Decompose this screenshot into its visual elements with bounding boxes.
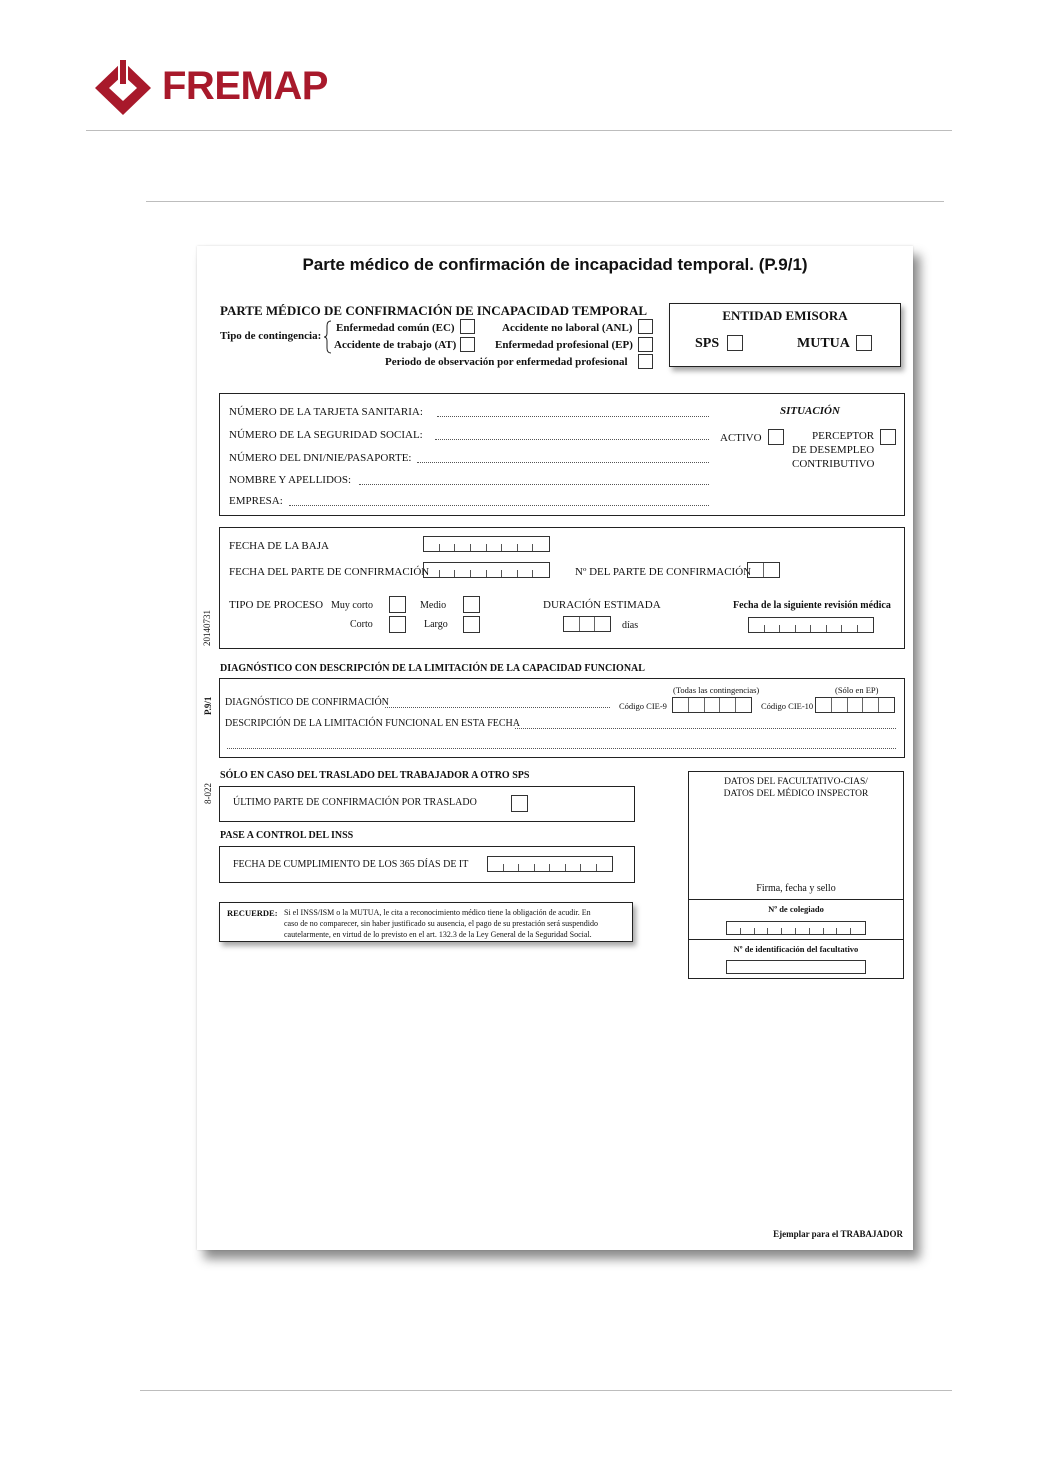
side-code-1: 20140731 bbox=[202, 610, 212, 646]
contingency-ec-label: Enfermedad común (EC) bbox=[336, 322, 455, 334]
limitation-field-2[interactable] bbox=[227, 748, 896, 749]
active-checkbox[interactable] bbox=[768, 429, 784, 445]
contingency-at-checkbox[interactable] bbox=[460, 337, 475, 352]
contingency-anl-checkbox[interactable] bbox=[638, 319, 653, 334]
duration-label: DURACIÓN ESTIMADA bbox=[543, 599, 661, 611]
diagnosis-confirm-field[interactable] bbox=[385, 707, 610, 708]
section-title: PARTE MÉDICO DE CONFIRMACIÓN DE INCAPACIDAD TEMPORAL bbox=[220, 303, 648, 318]
perceptor-label-2: DE DESEMPLEO bbox=[792, 444, 875, 456]
perceptor-label-3: CONTRIBUTIVO bbox=[792, 458, 875, 470]
medio-label: Medio bbox=[420, 600, 447, 611]
medio-checkbox[interactable] bbox=[463, 596, 480, 613]
contingency-ep-label: Enfermedad profesional (EP) bbox=[495, 339, 633, 351]
entity-sps-label: SPS bbox=[695, 336, 720, 351]
inss-date-cells[interactable] bbox=[487, 856, 613, 872]
muy-corto-label: Muy corto bbox=[331, 600, 373, 611]
header-divider bbox=[86, 130, 952, 131]
dni-label: NÚMERO DEL DNI/NIE/PASAPORTE: bbox=[229, 452, 412, 464]
perceptor-checkbox[interactable] bbox=[880, 429, 896, 445]
cie10-cells[interactable] bbox=[815, 697, 895, 713]
reminder-line-2: caso de no comparecer, sin haber justificado su ausencia, el pago de su prestación será suspendido bbox=[284, 919, 599, 928]
cie10-note: (Sólo en EP) bbox=[835, 685, 879, 695]
ss-field[interactable] bbox=[435, 439, 709, 440]
contingency-ep-checkbox[interactable] bbox=[638, 337, 653, 352]
collegiate-label: Nº de colegiado bbox=[768, 904, 824, 914]
duration-cells[interactable] bbox=[563, 616, 611, 632]
collegiate-cells[interactable] bbox=[726, 921, 866, 935]
brand-logo bbox=[92, 58, 154, 118]
transfer-last-label: ÚLTIMO PARTE DE CONFIRMACIÓN POR TRASLADO bbox=[233, 797, 477, 808]
limitation-label: DESCRIPCIÓN DE LA LIMITACIÓN FUNCIONAL EN ESTA FECHA bbox=[225, 718, 520, 729]
inss-date-label: FECHA DE CUMPLIMIENTO DE LOS 365 DÍAS DE IT bbox=[233, 859, 469, 870]
company-field[interactable] bbox=[289, 505, 709, 506]
section-divider bbox=[146, 201, 944, 202]
num-confirm-label: Nº DEL PARTE DE CONFIRMACIÓN bbox=[575, 566, 752, 578]
doctor-title-1: DATOS DEL FACULTATIVO-CIAS/ bbox=[724, 777, 868, 787]
limitation-field[interactable] bbox=[515, 728, 896, 729]
brace-icon bbox=[324, 320, 332, 354]
contingency-label: Tipo de contingencia: bbox=[220, 330, 322, 342]
entity-mutua-label: MUTUA bbox=[797, 336, 850, 351]
active-label: ACTIVO bbox=[720, 432, 762, 444]
card-label: NÚMERO DE LA TARJETA SANITARIA: bbox=[229, 406, 423, 418]
doctor-id-label: Nº de identificación del facultativo bbox=[733, 944, 859, 954]
num-confirm-cells[interactable] bbox=[747, 562, 780, 578]
confirm-date-cells[interactable] bbox=[423, 562, 550, 578]
doctor-id-field[interactable] bbox=[726, 960, 866, 974]
fremap-logo-icon bbox=[92, 58, 154, 118]
reminder-label: RECUERDE: bbox=[227, 908, 278, 918]
perceptor-label-1: PERCEPTOR bbox=[812, 430, 875, 442]
cie9-label: Código CIE-9 bbox=[619, 701, 667, 711]
days-label: días bbox=[622, 620, 639, 631]
corto-label: Corto bbox=[350, 619, 373, 630]
reminder-line-3: cautelarmente, en virtud de lo previsto en el art. 132.3 de la Ley General de la Seguridad Social. bbox=[284, 930, 592, 939]
situation-title: SITUACIÓN bbox=[780, 405, 840, 417]
baja-label: FECHA DE LA BAJA bbox=[229, 540, 329, 552]
card-field[interactable] bbox=[437, 416, 709, 417]
dni-field[interactable] bbox=[417, 462, 709, 463]
side-code-3: 8-022 bbox=[203, 783, 213, 804]
brand-name: FREMAP bbox=[162, 64, 328, 108]
largo-label: Largo bbox=[424, 619, 448, 630]
footer-divider bbox=[140, 1390, 952, 1391]
form-sheet bbox=[197, 246, 913, 1250]
doctor-divider-2 bbox=[688, 939, 904, 940]
cie10-label: Código CIE-10 bbox=[761, 701, 814, 711]
cie9-note: (Todas las contingencias) bbox=[673, 685, 760, 695]
next-review-cells[interactable] bbox=[748, 617, 874, 633]
footer-copy-label: Ejemplar para el TRABAJADOR bbox=[773, 1229, 903, 1239]
doctor-title-2: DATOS DEL MÉDICO INSPECTOR bbox=[723, 789, 869, 799]
confirm-date-label: FECHA DEL PARTE DE CONFIRMACIÓN bbox=[229, 566, 430, 578]
contingency-at-label: Accidente de trabajo (AT) bbox=[334, 339, 457, 351]
name-label: NOMBRE Y APELLIDOS: bbox=[229, 474, 352, 486]
transfer-last-checkbox[interactable] bbox=[511, 795, 528, 812]
contingency-anl-label: Accidente no laboral (ANL) bbox=[502, 322, 633, 334]
form-heading: Parte médico de confirmación de incapacidad temporal. (P.9/1) bbox=[302, 255, 808, 274]
transfer-title: SÓLO EN CASO DEL TRASLADO DEL TRABAJADOR A OTRO SPS bbox=[220, 770, 530, 781]
entity-title: ENTIDAD EMISORA bbox=[722, 308, 848, 323]
cie9-cells[interactable] bbox=[672, 697, 752, 713]
company-label: EMPRESA: bbox=[229, 495, 283, 507]
contingency-ec-checkbox[interactable] bbox=[460, 319, 475, 334]
entity-sps-checkbox[interactable] bbox=[727, 335, 743, 351]
signature-label: Firma, fecha y sello bbox=[756, 883, 836, 894]
inss-title: PASE A CONTROL DEL INSS bbox=[220, 830, 354, 841]
corto-checkbox[interactable] bbox=[389, 616, 406, 633]
ss-label: NÚMERO DE LA SEGURIDAD SOCIAL: bbox=[229, 429, 423, 441]
entity-mutua-checkbox[interactable] bbox=[856, 335, 872, 351]
doctor-divider-1 bbox=[688, 899, 904, 900]
largo-checkbox[interactable] bbox=[463, 616, 480, 633]
muy-corto-checkbox[interactable] bbox=[389, 596, 406, 613]
baja-date-cells[interactable] bbox=[423, 536, 550, 552]
diagnosis-confirm-label: DIAGNÓSTICO DE CONFIRMACIÓN bbox=[225, 697, 389, 708]
side-code-2: P.9/1 bbox=[203, 696, 213, 715]
contingency-obs-checkbox[interactable] bbox=[638, 354, 653, 369]
diagnosis-title: DIAGNÓSTICO CON DESCRIPCIÓN DE LA LIMITACIÓN DE LA CAPACIDAD FUNCIONAL bbox=[220, 663, 645, 674]
reminder-line-1: Si el INSS/ISM o la MUTUA, le cita a reconocimiento médico tiene la obligación de acudir. En bbox=[284, 908, 591, 917]
process-label: TIPO DE PROCESO bbox=[229, 599, 324, 611]
next-review-label: Fecha de la siguiente revisión médica bbox=[733, 600, 891, 611]
contingency-obs-label: Periodo de observación por enfermedad profesional bbox=[385, 356, 628, 368]
name-field[interactable] bbox=[359, 484, 709, 485]
